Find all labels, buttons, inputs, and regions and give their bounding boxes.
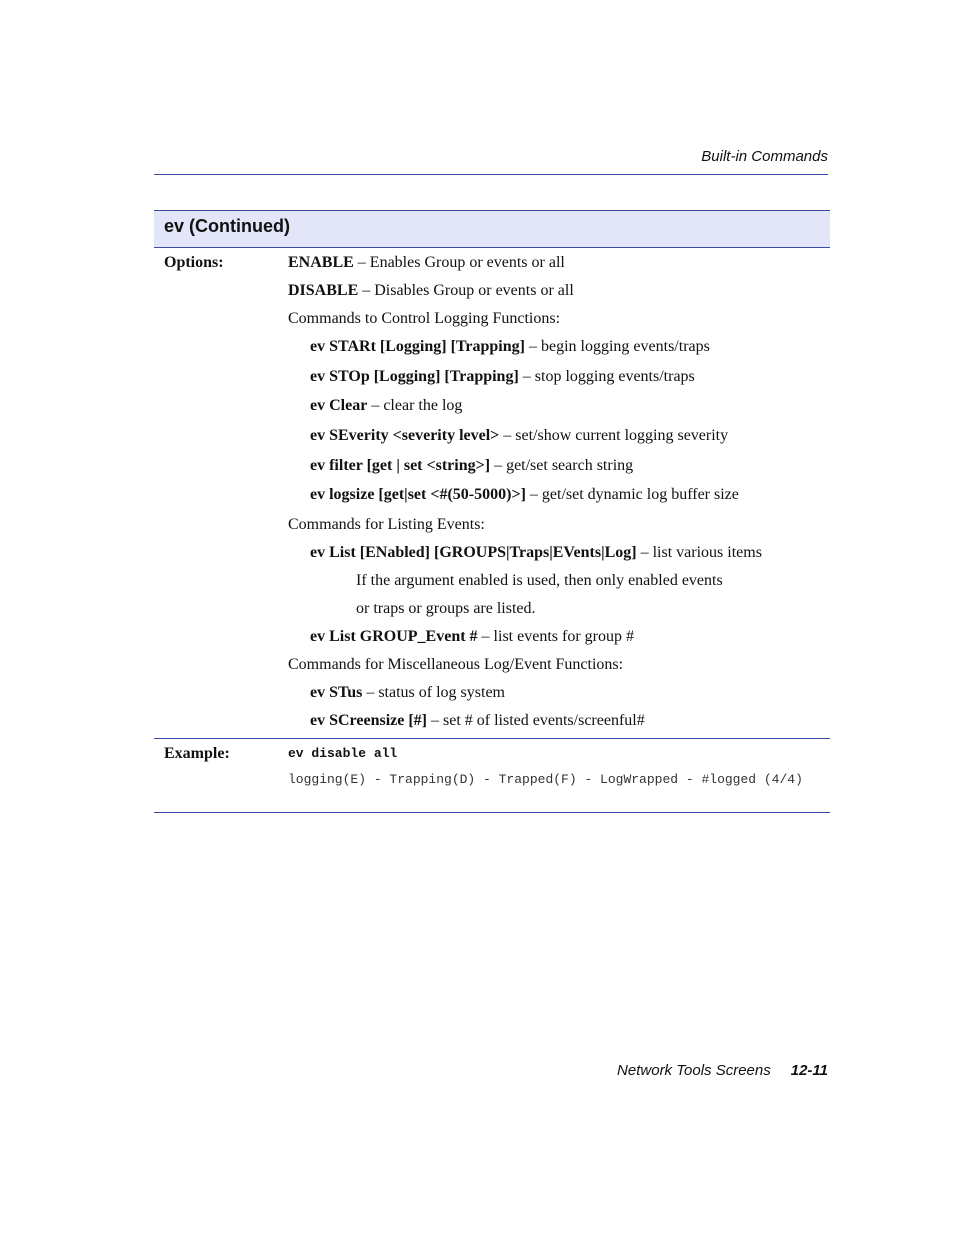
- section-title-bar: [154, 210, 830, 248]
- command-line: ev logsize [get|set <#(50-5000)>] – get/set dynamic log buffer size: [310, 486, 739, 503]
- section-title: ev (Continued): [164, 216, 290, 236]
- footer-section: Network Tools Screens: [617, 1062, 771, 1079]
- command-line: ev STus – status of log system: [310, 684, 505, 701]
- command-line: ev filter [get | set <string>] – get/set search string: [310, 457, 634, 474]
- table-divider: [154, 738, 830, 739]
- note-line: or traps or groups are listed.: [356, 600, 536, 617]
- page-footer: [617, 1062, 828, 1079]
- command-line: ev SEverity <severity level> – set/show current logging severity: [310, 427, 729, 444]
- command-line: ev Clear – clear the log: [310, 397, 463, 414]
- page-number: 12-11: [790, 1062, 828, 1079]
- example-command: ev disable all: [288, 746, 398, 761]
- subheading-misc: Commands for Miscellaneous Log/Event Functions:: [288, 656, 624, 673]
- running-header: Built-in Commands: [701, 148, 828, 165]
- command-line: ev SCreensize [#] – set # of listed events/screenful#: [310, 712, 645, 729]
- note-line: If the argument enabled is used, then only enabled events: [356, 572, 723, 589]
- subheading-listing: Commands for Listing Events:: [288, 516, 485, 533]
- option-line: DISABLE – Disables Group or events or all: [288, 282, 574, 299]
- command-line: ev List [ENabled] [GROUPS|Traps|EVents|Log] – list various items: [310, 544, 762, 561]
- example-output: logging(E) - Trapping(D) - Trapped(F) - LogWrapped - #logged (4/4): [288, 772, 803, 787]
- command-line: ev STOp [Logging] [Trapping] – stop logging events/traps: [310, 368, 695, 385]
- command-line: ev STARt [Logging] [Trapping] – begin logging events/traps: [310, 338, 710, 355]
- header-rule: [154, 174, 828, 175]
- table-bottom-rule: [154, 812, 830, 813]
- option-line: ENABLE – Enables Group or events or all: [288, 254, 565, 271]
- options-label: Options:: [164, 254, 224, 271]
- command-line: ev List GROUP_Event # – list events for group #: [310, 628, 634, 645]
- subheading-logging: Commands to Control Logging Functions:: [288, 310, 561, 327]
- example-label: Example:: [164, 745, 230, 762]
